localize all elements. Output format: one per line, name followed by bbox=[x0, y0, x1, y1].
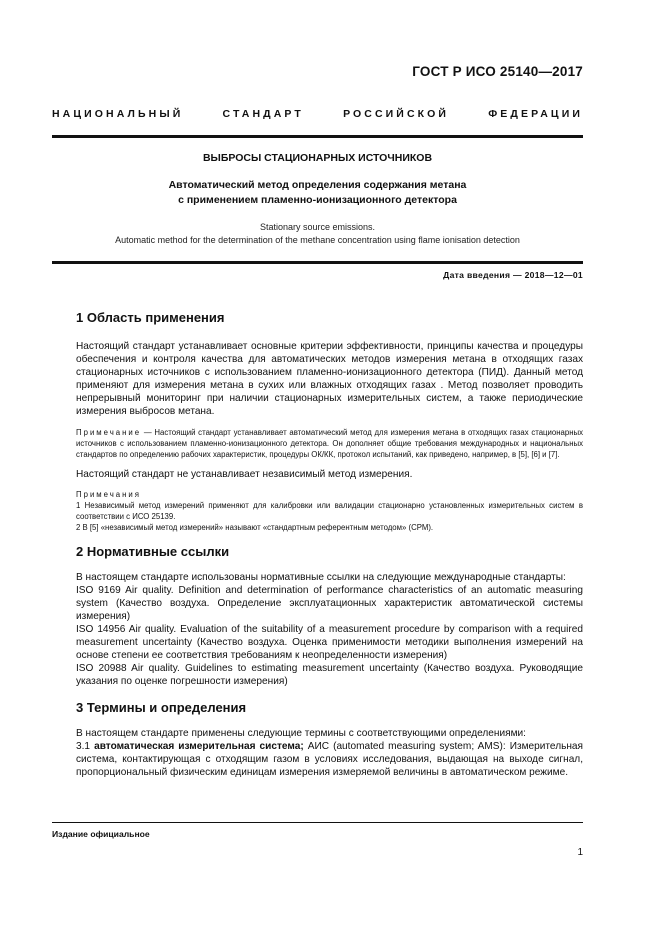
title-english bbox=[52, 221, 583, 247]
term-name: автоматическая измерительная система; bbox=[94, 740, 304, 752]
note-2: 2 В [5] «независимый метод измерений» называют «стандартным референтным методом» (СРМ). bbox=[76, 522, 434, 532]
title-subtitle-line1: Автоматический метод определения содержания метана bbox=[168, 179, 467, 191]
normative-ref-2: ISO 14956 Air quality. Evaluation of the suitability of a measurement procedure by comparison with a required measurement uncertainty (Качество воздуха. Оценка применимости методики выполнения измерений на основе степени ее соответствия требованиям к неопределенности измерения) bbox=[76, 624, 583, 662]
section3-heading: 3 Термины и определения bbox=[76, 699, 247, 715]
section2-heading: 2 Нормативные ссылки bbox=[76, 543, 230, 559]
notes-label: Примечания bbox=[76, 489, 142, 499]
introduction-date: Дата введения — 2018—12—01 bbox=[443, 270, 583, 280]
title-subtitle-line2: с применением пламенно-ионизационного детектора bbox=[178, 194, 457, 206]
title-rule bbox=[52, 261, 583, 264]
term-number: 3.1 bbox=[76, 740, 91, 752]
section2-paragraph1: В настоящем стандарте использованы нормативные ссылки на следующие международные стандарты: bbox=[76, 571, 566, 583]
section3-paragraph1: В настоящем стандарте применены следующие термины с соответствующими определениями: bbox=[76, 727, 526, 739]
official-edition: Издание официальное bbox=[52, 829, 150, 839]
national-standard-banner: НАЦИОНАЛЬНЫЙ СТАНДАРТ РОССИЙСКОЙ ФЕДЕРАЦИИ bbox=[52, 108, 583, 120]
section1-paragraph2: Настоящий стандарт не устанавливает независимый метод измерения. bbox=[76, 468, 413, 480]
note-text: — Настоящий стандарт устанавливает автоматический метод для измерения метана в отходящих газах стационарных источников с использованием пламенно-ионизационного детектора. Он дополняет общие требования международных и национальных стандартов по определению рабочих характеристик, процедуры ОК/КК, протокол испытаний, как приведено, например, в [5], [6] и [7]. bbox=[76, 427, 583, 459]
note-label: Примечание bbox=[76, 427, 142, 437]
term-definition: АИС (automated measuring system; AMS): Измерительная система, контактирующая с отходящим газом в условиях исследования, выдающая на выходе сигнал, пропорциональный физическим единицам измерения измеряемой величины в автоматическом режиме. bbox=[76, 740, 583, 778]
section1-heading: 1 Область применения bbox=[76, 310, 225, 325]
title-subtitle bbox=[52, 178, 583, 208]
header-rule bbox=[52, 135, 583, 138]
document-number: ГОСТ Р ИСО 25140—2017 bbox=[412, 64, 583, 79]
note-1: 1 Независимый метод измерений применяют для калибровки или валидации стационарно установленных измерительных систем в соответствии с ИСО 25139. bbox=[76, 500, 583, 521]
normative-ref-1: ISO 9169 Air quality. Definition and determination of performance characteristics of an automatic measuring system (Качество воздуха. Определение эксплуатационных характеристик автоматической системы измерения) bbox=[76, 584, 583, 622]
term-3-1 bbox=[76, 740, 583, 779]
section1-paragraph1-text: Настоящий стандарт устанавливает основные критерии эффективности, принципы качества и процедуры обеспечения и контроля качества для автоматических методов измерения метана в отходящих газах стационарных источников с использованием пламенно-ионизационного детектора (ПИД). Данный метод применяют для измерения метана в сухих или влажных отходящих газах . Метод позволяет проводить непрерывный мониторинг при наличии стационарных измерительных систем, а также периодические измерения выбросов метана. bbox=[76, 341, 583, 418]
document-body bbox=[76, 310, 583, 779]
section1-paragraph1 bbox=[76, 340, 583, 419]
title-english-line2: Automatic method for the determination of the methane concentration using flame ionisation detection bbox=[115, 235, 520, 245]
normative-ref-3: ISO 20988 Air quality. Guidelines to estimating measurement uncertainty (Качество воздуха. Руководящие указания по оценке погрешности измерения) bbox=[76, 663, 583, 688]
page-number: 1 bbox=[577, 847, 583, 858]
section1-note bbox=[76, 427, 583, 460]
footer-rule bbox=[52, 822, 583, 823]
title-main: ВЫБРОСЫ СТАЦИОНАРНЫХ ИСТОЧНИКОВ bbox=[202, 152, 433, 164]
title-english-line1: Stationary source emissions. bbox=[259, 222, 376, 232]
